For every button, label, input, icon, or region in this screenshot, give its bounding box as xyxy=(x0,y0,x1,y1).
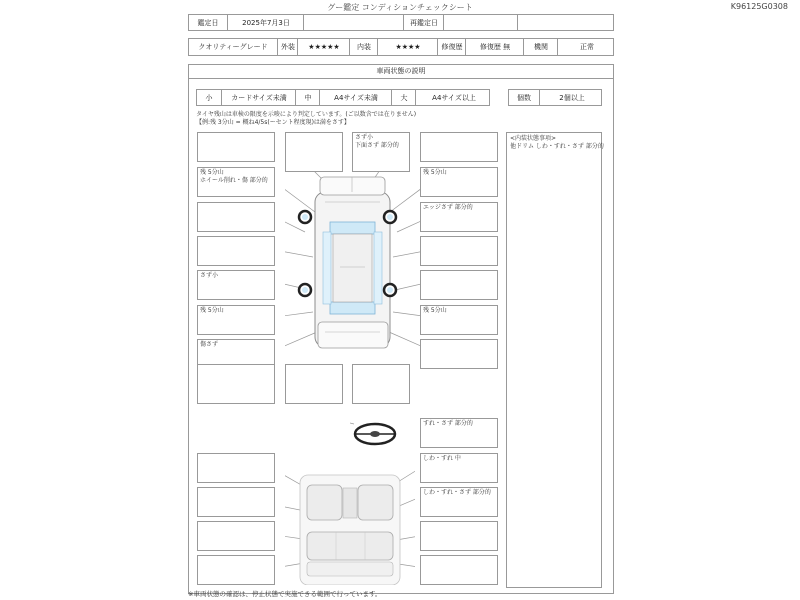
size-medium: 中 xyxy=(295,90,320,105)
interior-notes-box xyxy=(506,132,602,588)
exterior-label-right-4: 残 5分山 xyxy=(423,307,447,314)
exterior-box-bottom-left xyxy=(197,364,275,404)
exterior-box-top-center xyxy=(352,132,410,172)
interior-box-left-1 xyxy=(197,453,275,483)
interior-box-right-1 xyxy=(420,418,498,448)
count-desc: 2個以上 xyxy=(539,90,604,105)
appraisal-date-spacer xyxy=(303,15,404,30)
exterior-box-top-left xyxy=(197,132,275,162)
interior-box-left-4 xyxy=(197,555,275,585)
document-id: K96125G0308 xyxy=(730,2,788,11)
exterior-box-right-4 xyxy=(420,270,498,300)
vehicle-section-heading: 車両状態の説明 xyxy=(188,64,614,79)
interior-label: 内装 xyxy=(349,39,378,55)
footer-note: ※車両状態の確認は、停止状態で実施できる範囲で行っています。 xyxy=(188,590,382,598)
engine-label: 機関 xyxy=(523,39,558,55)
interior-seat-diagram xyxy=(285,470,415,585)
tire-note-line2: 【例:残 3分山 = 概ね4/5s(ーセント程度現)は満をさす】 xyxy=(196,119,350,126)
exterior-box-left-1 xyxy=(197,167,275,197)
grade-row xyxy=(188,38,614,56)
size-small: 小 xyxy=(205,93,213,102)
exterior-label-left-1: 残 5分山 ホイール削れ・傷 部分的 xyxy=(200,169,268,184)
reappraisal-date-extra xyxy=(517,15,616,30)
repair-history-label: 修復歴 xyxy=(437,39,466,55)
size-legend xyxy=(196,89,490,106)
interior-label-wheel: すれ・さず 部分的 xyxy=(423,420,473,427)
appraisal-date-label: 鑑定日 xyxy=(197,18,219,27)
interior-notes-label: <内装状態事項> xyxy=(510,135,557,142)
exterior-box-top-right xyxy=(420,132,498,162)
count-legend xyxy=(508,89,602,106)
exterior-box-bottom-mid-left xyxy=(285,364,343,404)
repair-history-value: 修復歴 無 xyxy=(465,39,524,55)
exterior-label-top-center: さず小 下面さず 部分的 xyxy=(355,134,399,149)
appraisal-date-row xyxy=(188,14,614,31)
count-label: 個数 xyxy=(517,93,531,102)
exterior-box-bottom-center xyxy=(352,364,410,404)
exterior-box-left-3 xyxy=(197,236,275,266)
exterior-box-left-5 xyxy=(197,305,275,335)
exterior-label-left-4: 残 5分山 xyxy=(200,307,224,314)
exterior-box-right-1 xyxy=(420,167,498,197)
interior-box-right-2 xyxy=(420,453,498,483)
exterior-box-left-4 xyxy=(197,270,275,300)
exterior-label-right-1: 残 5分山 xyxy=(423,169,447,176)
quality-grade-label: クオリティーグレード xyxy=(198,43,268,51)
reappraisal-date-value xyxy=(443,15,518,30)
interior-box-right-3 xyxy=(420,487,498,517)
size-medium-desc: A4サイズ未満 xyxy=(319,90,392,105)
engine-value: 正常 xyxy=(557,39,616,55)
exterior-label-right-2: エッジさず 部分的 xyxy=(423,204,473,211)
exterior-box-top-mid-left xyxy=(285,132,343,172)
car-top-view-diagram xyxy=(285,172,420,362)
exterior-box-right-3 xyxy=(420,236,498,266)
tire-note-line1: タイヤ残山は車検の限度を示唆により判定しています。(ご以数含では在りません) xyxy=(196,111,417,118)
interior-box-right-5 xyxy=(420,555,498,585)
document-title: グー鑑定 コンディションチェックシート xyxy=(327,3,473,12)
size-large-desc: A4サイズ以上 xyxy=(415,90,492,105)
reappraisal-date-label: 再鑑定日 xyxy=(403,15,444,30)
size-large: 大 xyxy=(391,90,416,105)
interior-label-seat-1: しわ・すれ 中 xyxy=(423,455,461,462)
size-small-desc: カードサイズ未満 xyxy=(221,90,296,105)
exterior-label-left-3: さず小 xyxy=(200,272,219,279)
exterior-stars: ★★★★★ xyxy=(297,39,350,55)
exterior-box-right-2 xyxy=(420,202,498,232)
interior-label-seat-2: しわ・すれ・さず 部分的 xyxy=(423,489,491,496)
appraisal-date-value: 2025年7月3日 xyxy=(227,15,304,30)
interior-stars: ★★★★ xyxy=(377,39,438,55)
exterior-box-right-6 xyxy=(420,339,498,369)
interior-box-left-3 xyxy=(197,521,275,551)
interior-box-right-4 xyxy=(420,521,498,551)
steering-wheel-icon xyxy=(350,420,400,448)
interior-box-left-2 xyxy=(197,487,275,517)
exterior-box-right-5 xyxy=(420,305,498,335)
exterior-label-left-5: 傷さず xyxy=(200,341,219,348)
exterior-label: 外装 xyxy=(277,39,298,55)
exterior-box-left-2 xyxy=(197,202,275,232)
interior-notes-text: 他ドリム しわ・すれ・さず 部分的 xyxy=(510,143,604,150)
